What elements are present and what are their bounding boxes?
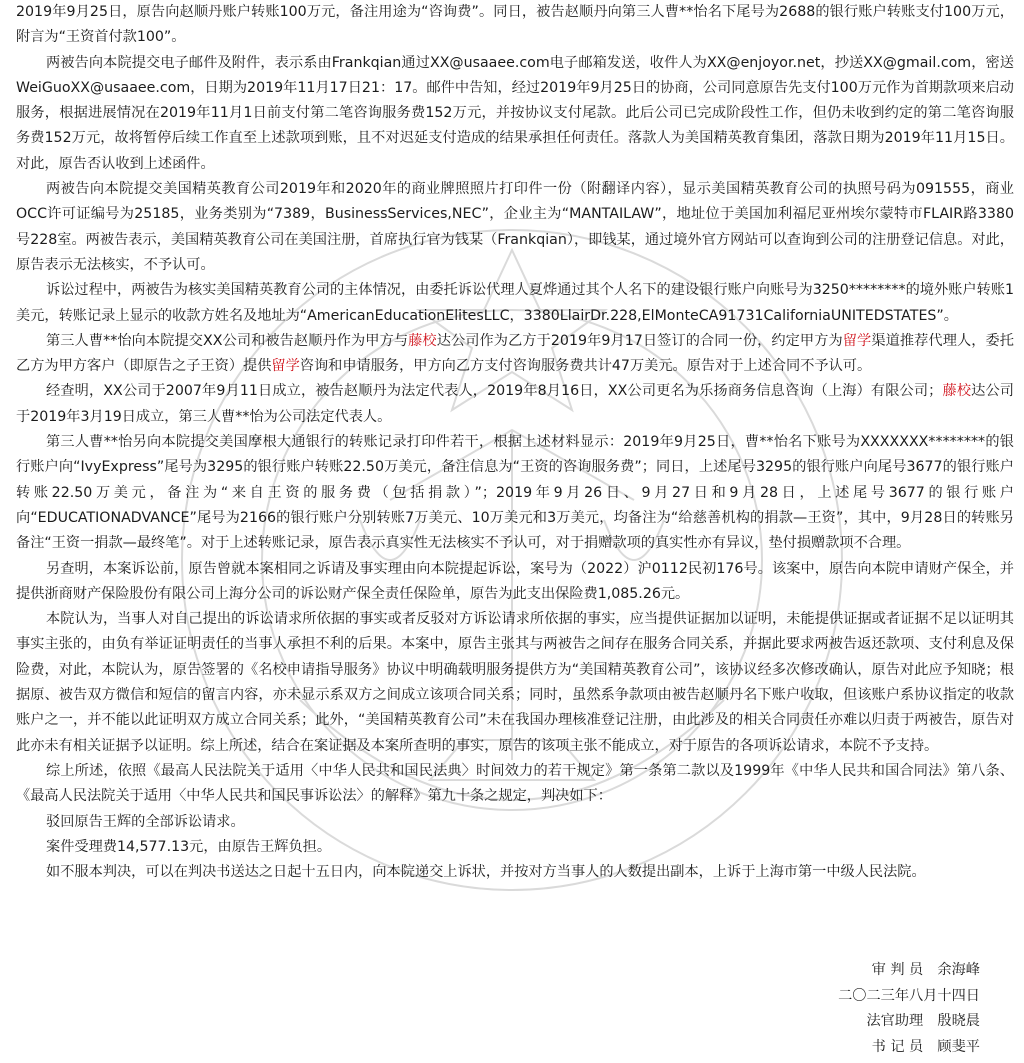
paragraph-7: 第三人曹**怡另向本院提交美国摩根大通银行的转账记录打印件若干，根据上述材料显示：2019年9月25日，曹**怡名下账号为XXXXXXX********的银行账户向“IvyExpress”尾号为3295的银行账户转账22.50万美元，备注信息为“王资的咨询服务费”；同日，上述尾号3295的银行账户向尾号3677的银行账户转账22.50万美元，备注为“来自王资的服务费（包括捐款）”；2019年9月26日、9月27日和9月28日，上述尾号3677的银行账户向“EDUCATIONADVANCE”尾号为2166的银行账户分别转账7万美元、10万美元和3万美元，均备注为“给慈善机构的捐款—王资”，其中，9月28日的转账另备注“王资一捐款—最终笔”。对于上述转账记录，原告表示真实性无法核实不予认可，对于捐赠款项的真实性亦有异议，垫付损赠款项不合理。 (16, 434, 1014, 552)
signature-date: 二〇二三年八月十四日 (838, 987, 980, 1004)
highlighted-term: 留学 (842, 332, 872, 349)
paragraph-10: 综上所述，依照《最高人民法院关于适用〈中华人民共和国民法典〉时间效力的若干规定》第一条第二款以及1999年《中华人民共和国合同法》第八条、《最高人民法院关于适用〈中华人民共和国民事诉讼法〉的解释》第九十条之规定，判决如下： (16, 762, 1014, 805)
judgment-document (16, 0, 1014, 885)
signature-clerk: 书 记 员 顾斐平 (871, 1038, 980, 1055)
highlighted-term: 藤校 (408, 332, 437, 349)
paragraph-6: 经查明，XX公司于2007年9月11日成立，被告赵顺丹为法定代表人，2019年8月16日，XX公司更名为乐扬商务信息咨询（上海）有限公司；藤校达公司于2019年3月19日成立，第三人曹**怡为公司法定代表人。 (16, 383, 1014, 425)
paragraph-3: 两被告向本院提交美国精英教育公司2019年和2020年的商业牌照照片打印件一份（附翻译内容），显示美国精英教育公司的执照号码为091555，商业OCC许可证编号为25185，业务类别为“7389，BusinessServices,NEC”，企业主为“MANTAILAW”，地址位于美国加利福尼亚州埃尔蒙特市FLAIR路3380号228室。两被告表示，美国精英教育公司在美国注册，首席执行官为钱某（Frankqian），即钱某，通过境外官方网站可以查询到公司的注册登记信息。对此，原告表示无法核实，不予认可。 (16, 181, 1014, 273)
signature-judge: 审 判 员 余海峰 (871, 962, 980, 978)
paragraph-9: 本院认为，当事人对自己提出的诉讼请求所依据的事实或者反驳对方诉讼请求所依据的事实，应当提供证据加以证明，未能提供证据或者证据不足以证明其事实主张的，由负有举证证明责任的当事人承担不利的后果。本案中，原告主张其与两被告之间存在服务合同关系，并据此要求两被告返还款项、支付利息及保险费，对此，本院认为，原告签署的《名校申请指导服务》协议中明确载明服务提供方为“美国精英教育公司”，该协议经多次修改确认，原告对此应予知晓；根据原、被告双方微信和短信的留言内容，亦未显示系双方之间成立该项合同关系；同时，虽然系争款项由被告赵顺丹名下账户收取，但该账户系协议指定的收款账户之一，并不能以此证明双方成立合同关系；此外，“美国精英教育公司”未在我国办理核准登记注册，由此涉及的相关合同责任亦难以归责于两被告，原告对此亦未有相关证据予以证明。综上所述，结合在案证据及本案所查明的事实，原告的该项主张不能成立，对于原告的各项诉讼请求，本院不予支持。 (16, 611, 1014, 754)
signature-assistant: 法官助理 殷晓晨 (866, 1013, 980, 1030)
highlighted-term: 留学 (271, 358, 300, 375)
paragraph-5: 第三人曹**怡向本院提交XX公司和被告赵顺丹作为甲方与藤校达公司作为乙方于2019年9月17日签订的合同一份，约定甲方为留学渠道推荐代理人，委托乙方为甲方客户（即原告之子王资）提供留学咨询和申请服务，甲方向乙方支付咨询服务费共计47万美元。原告对于上述合同不予认可。 (16, 332, 1014, 375)
paragraph-11: 驳回原告王辉的全部诉讼请求。 (46, 813, 245, 830)
paragraph-2: 两被告向本院提交电子邮件及附件，表示系由Frankqian通过XX@usaaee.com电子邮箱发送，收件人为XX@enjoyor.net，抄送XX@gmail.com，密送WeiGuoXX@usaaee.com，日期为2019年11月17日21：17。邮件中告知，经过2019年9月25日的协商，公司同意原告先支付100万元作为首期款项来启动服务，根据进展情况在2019年11月1日前支付第二笔咨询服务费152万元，并按协议支付尾款。此后公司已完成阶段性工作，但仍未收到约定的第二笔咨询服务费152万元，故将暂停后续工作直至上述款项到账，且不对迟延支付造成的结果承担任何责任。落款人为美国精英教育集团，落款日期为2019年11月15日。对此，原告否认收到上述函件。 (16, 54, 1014, 172)
paragraph-13: 如不服本判决，可以在判决书送达之日起十五日内，向本院递交上诉状，并按对方当事人的人数提出副本，上诉于上海市第一中级人民法院。 (46, 864, 926, 881)
highlighted-term: 藤校 (942, 383, 972, 400)
paragraph-12: 案件受理费14,577.13元，由原告王辉负担。 (46, 838, 332, 855)
signature-block (838, 958, 980, 1060)
paragraph-1: 2019年9月25日，原告向赵顺丹账户转账100万元，备注用途为“咨询费”。同日，被告赵顺丹向第三人曹**怡名下尾号为2688的银行账户转账支付100万元，附言为“王资首付款100”。 (16, 4, 1014, 46)
paragraph-8: 另查明，本案诉讼前，原告曾就本案相同之诉请及事实理由向本院提起诉讼，案号为（2022）沪0112民初176号。该案中，原告向本院申请财产保全，并提供浙商财产保险股份有限公司上海分公司的诉讼财产保全责任保险单，原告为此支出保险费1,085.26元。 (16, 560, 1014, 602)
paragraph-4: 诉讼过程中，两被告为核实美国精英教育公司的主体情况，由委托诉讼代理人夏烨通过其个人名下的建设银行账户向账号为3250********的境外账户转账1美元，转账记录上显示的收款方姓名及地址为“AmericanEducationElitesLLC，3380LlairDr.228,ElMonteCA91731CaliforniaUNITEDSTATES”。 (16, 282, 1014, 324)
